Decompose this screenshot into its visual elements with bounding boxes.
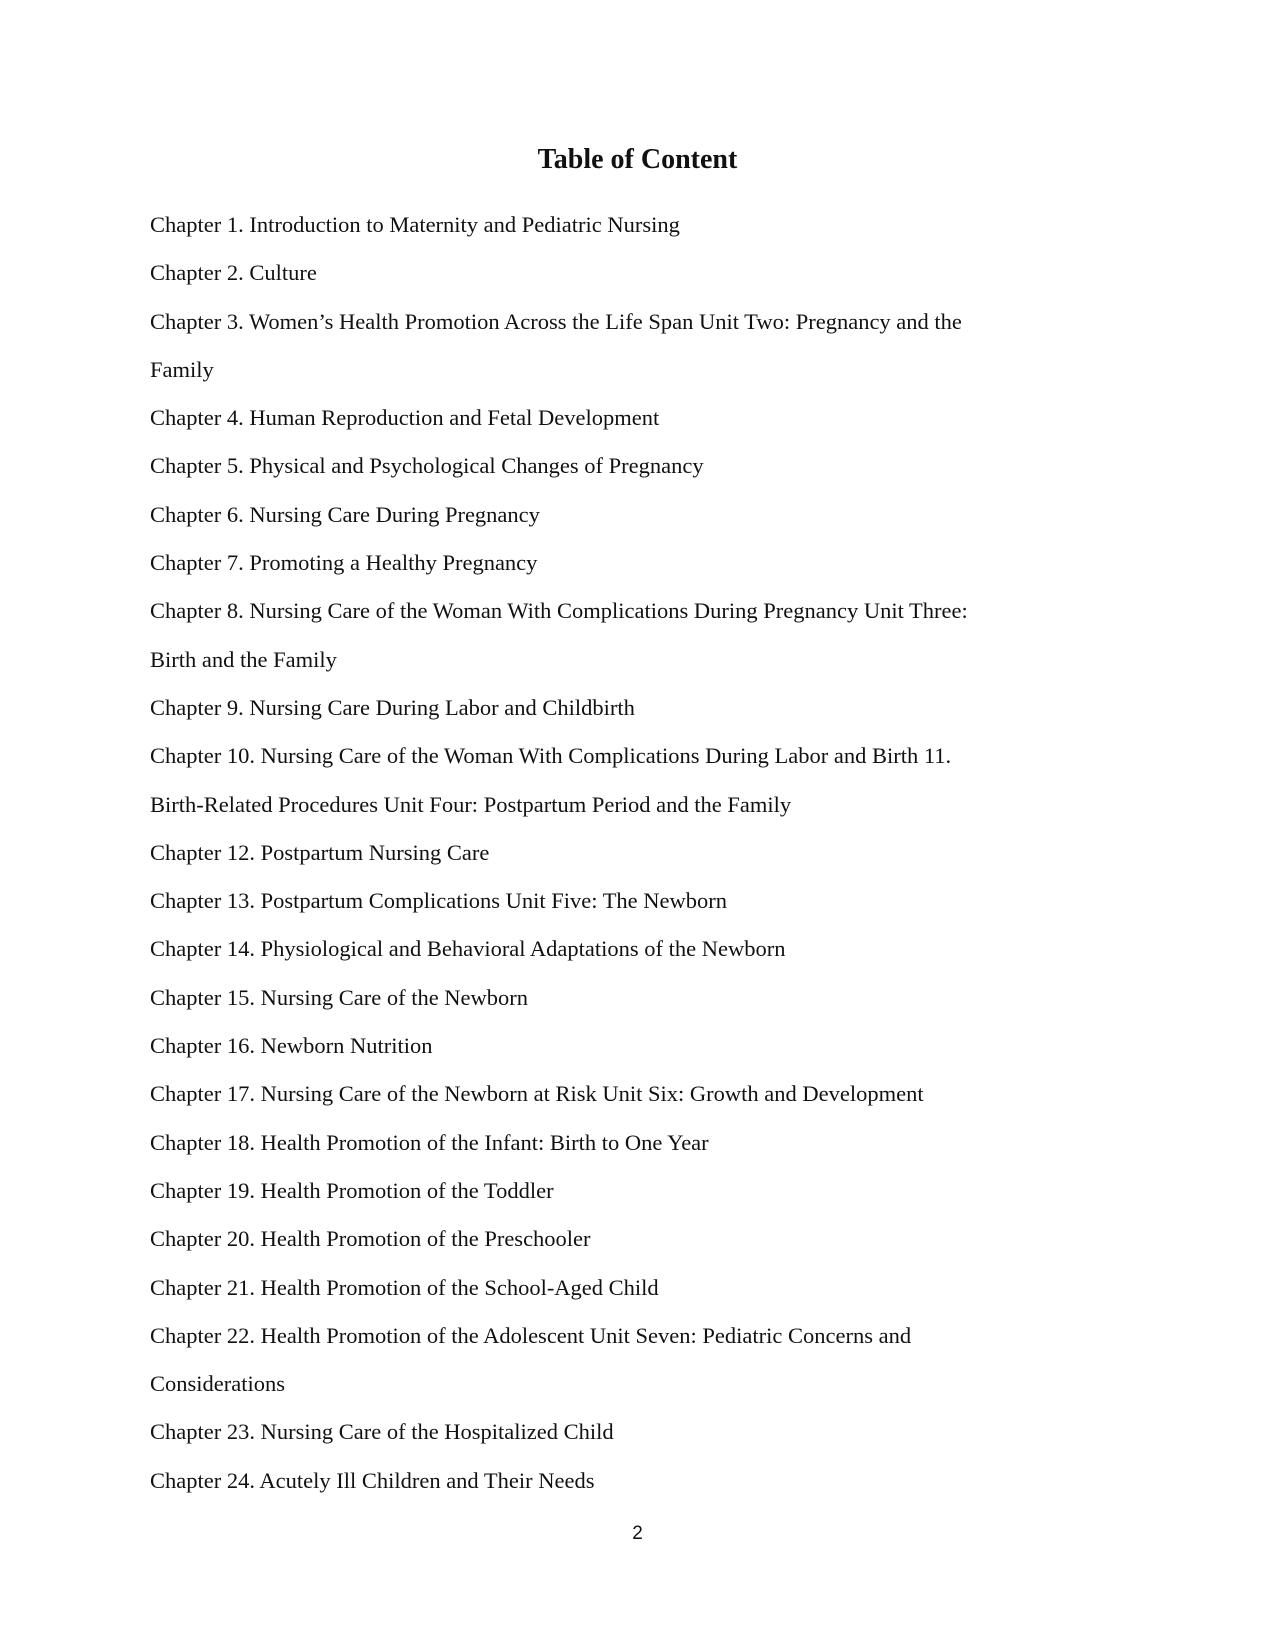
toc-entry: Considerations bbox=[150, 1371, 285, 1397]
toc-entry: Chapter 9. Nursing Care During Labor and Childbirth bbox=[150, 694, 635, 720]
toc-entry: Chapter 20. Health Promotion of the Preschooler bbox=[150, 1226, 591, 1252]
toc-entry: Chapter 13. Postpartum Complications Unit Five: The Newborn bbox=[150, 888, 728, 914]
toc-entry: Chapter 18. Health Promotion of the Infant: Birth to One Year bbox=[150, 1129, 709, 1155]
toc-entry: Chapter 6. Nursing Care During Pregnancy bbox=[150, 501, 540, 527]
toc-entry: Chapter 15. Nursing Care of the Newborn bbox=[150, 984, 529, 1010]
toc-entry: Chapter 21. Health Promotion of the School-Aged Child bbox=[150, 1274, 659, 1300]
toc-entry: Birth and the Family bbox=[150, 646, 337, 672]
toc-entry: Chapter 10. Nursing Care of the Woman With Complications During Labor and Birth 11. bbox=[150, 743, 952, 769]
toc-entry: Chapter 12. Postpartum Nursing Care bbox=[150, 839, 490, 865]
toc-entry: Family bbox=[150, 356, 214, 382]
toc-entry: Chapter 7. Promoting a Healthy Pregnancy bbox=[150, 550, 538, 576]
toc-entry: Chapter 5. Physical and Psychological Changes of Pregnancy bbox=[150, 453, 704, 479]
toc-entry: Chapter 19. Health Promotion of the Toddler bbox=[150, 1177, 554, 1203]
toc-entry: Chapter 17. Nursing Care of the Newborn at Risk Unit Six: Growth and Development bbox=[150, 1081, 924, 1107]
toc-entry: Chapter 1. Introduction to Maternity and Pediatric Nursing bbox=[150, 212, 680, 237]
toc-entry: Chapter 14. Physiological and Behavioral Adaptations of the Newborn bbox=[150, 936, 786, 962]
page-title: Table of Content bbox=[537, 144, 738, 175]
toc-entry: Chapter 3. Women’s Health Promotion Across the Life Span Unit Two: Pregnancy and the bbox=[150, 308, 962, 334]
table-of-contents-list bbox=[150, 201, 1050, 1505]
toc-entry: Chapter 2. Culture bbox=[150, 260, 317, 286]
toc-entry: Chapter 4. Human Reproduction and Fetal Development bbox=[150, 405, 660, 431]
page-number: 2 bbox=[632, 1523, 643, 1544]
toc-entry: Chapter 8. Nursing Care of the Woman With Complications During Pregnancy Unit Three: bbox=[150, 598, 968, 624]
toc-entry: Chapter 24. Acutely Ill Children and Their Needs bbox=[150, 1467, 595, 1493]
toc-entry: Birth-Related Procedures Unit Four: Postpartum Period and the Family bbox=[150, 791, 792, 817]
toc-entry: Chapter 16. Newborn Nutrition bbox=[150, 1033, 433, 1059]
toc-entry: Chapter 23. Nursing Care of the Hospitalized Child bbox=[150, 1419, 614, 1445]
toc-entry: Chapter 22. Health Promotion of the Adolescent Unit Seven: Pediatric Concerns and bbox=[150, 1322, 912, 1348]
